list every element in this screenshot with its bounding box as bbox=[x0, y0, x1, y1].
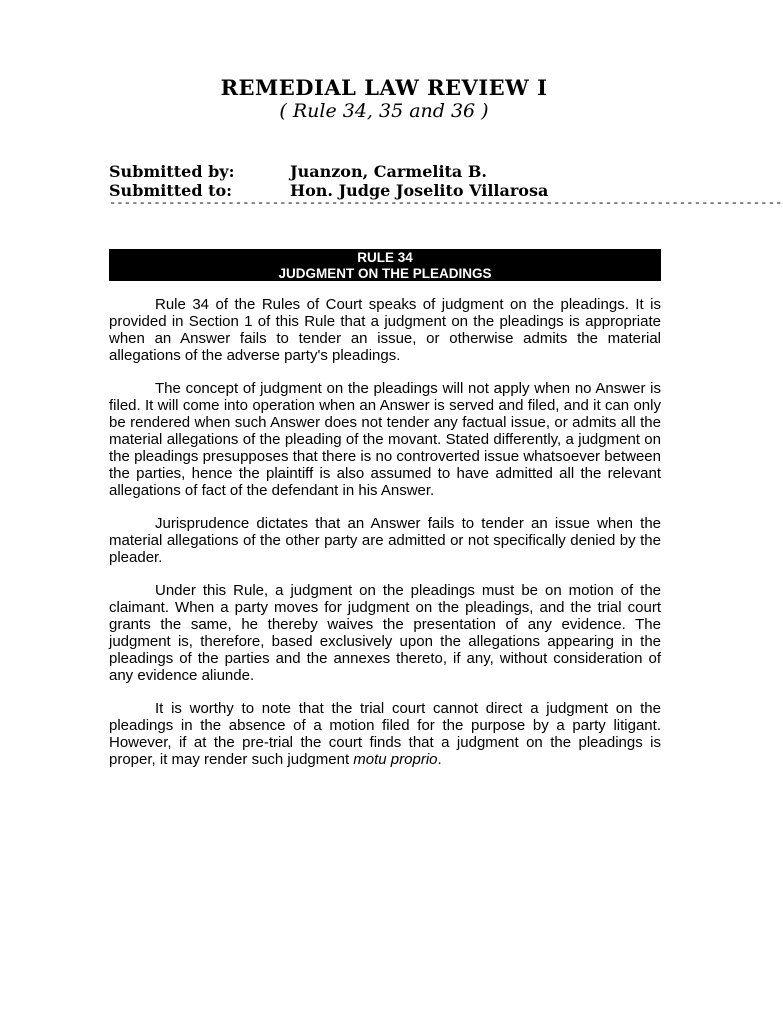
paragraph: Jurisprudence dictates that an Answer fails to tender an issue when the material allegations of the other party are admitted or not specifically denied by the pleader. bbox=[109, 515, 661, 566]
submitted-by-row bbox=[109, 162, 487, 181]
rule-number: RULE 34 bbox=[357, 250, 413, 265]
emphasis-text: motu proprio bbox=[353, 751, 438, 768]
paragraph: Rule 34 of the Rules of Court speaks of judgment on the pleadings. It is provided in Section 1 of this Rule that a judgment on the pleadings is appropriate when an Answer fails to tender an issue, or otherwise admits the material allegations of the adverse party's pleadings. bbox=[109, 296, 661, 364]
paragraph-last bbox=[109, 700, 661, 768]
paragraph-end: . bbox=[437, 751, 442, 768]
rule-heading: JUDGMENT ON THE PLEADINGS bbox=[278, 265, 492, 281]
submitted-to-label: Submitted to: bbox=[109, 181, 233, 200]
dashed-divider: ------------------------------------------------------------------------------------------- bbox=[109, 196, 783, 210]
document-subtitle: ( Rule 34, 35 and 36 ) bbox=[279, 100, 489, 122]
paragraph-text: It is worthy to note that the trial court cannot direct a judgment on the pleadings in the absence of a motion filed for the purpose by a party litigant. However, if at the pre-trial the court finds that a judgment on the pleadings is proper, it may render such judgment bbox=[109, 700, 661, 768]
submitted-to-value: Hon. Judge Joselito Villarosa bbox=[290, 181, 549, 200]
submitted-by-value: Juanzon, Carmelita B. bbox=[290, 162, 487, 181]
paragraph: The concept of judgment on the pleadings will not apply when no Answer is filed. It will come into operation when an Answer is served and filed, and it can only be rendered when such Answer does not tender any factual issue, or admits all the material allegations of the pleading of the movant. Stated differently, a judgment on the pleadings presupposes that there is no controverted issue whatsoever between the parties, hence the plaintiff is also assumed to have admitted all the relevant allegations of fact of the defendant in his Answer. bbox=[109, 380, 661, 499]
paragraph: Under this Rule, a judgment on the pleadings must be on motion of the claimant. When a party moves for judgment on the pleadings, and the trial court grants the same, he thereby waives the presentation of any evidence. The judgment is, therefore, based exclusively upon the allegations appearing in the pleadings of the parties and the annexes thereto, if any, without consideration of any evidence aliunde. bbox=[109, 582, 661, 684]
document-title: REMEDIAL LAW REVIEW I bbox=[220, 75, 548, 100]
body-text bbox=[109, 296, 661, 768]
submitted-by-label: Submitted by: bbox=[109, 162, 235, 181]
section-banner bbox=[109, 249, 661, 281]
